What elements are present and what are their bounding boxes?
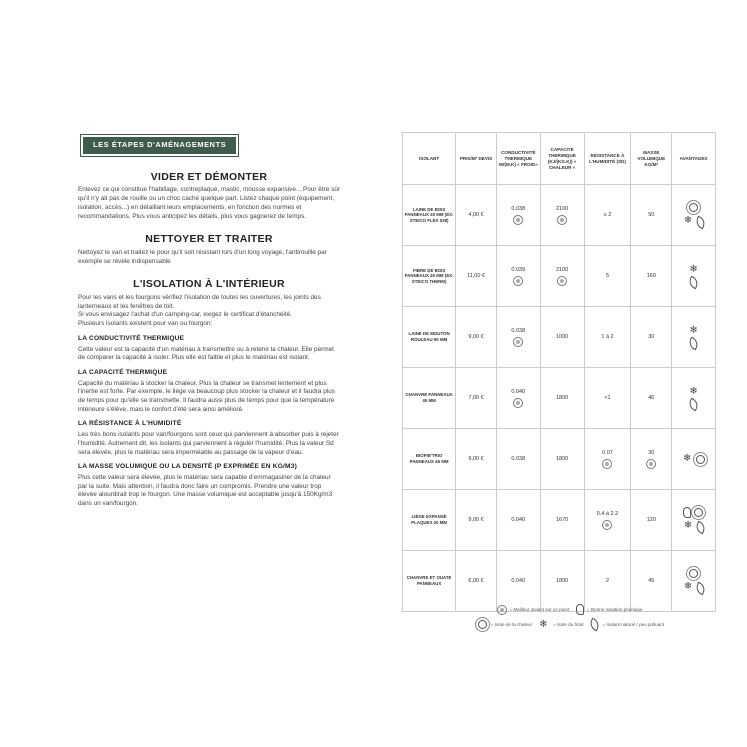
- legend-cold-label: = Isole du froid: [553, 622, 584, 627]
- sun-icon: [694, 508, 703, 517]
- sun-icon: [689, 203, 698, 212]
- cell-cap: [540, 185, 584, 246]
- table-header-row: [403, 133, 716, 185]
- cell-name: LIÈGE EXPANSÉ PLAQUES 20 MM: [403, 490, 456, 551]
- legend-phonic-label: = Bonne isolation phonique: [587, 607, 643, 612]
- cell-cap: 1800: [540, 551, 584, 612]
- medal-icon: [513, 337, 523, 347]
- header-isolant: ISOLANT: [403, 133, 456, 185]
- table-legend: [440, 603, 700, 633]
- heading-resistance: LA RÉSISTANCE À L'HUMIDITÉ: [78, 420, 182, 428]
- header-masse: MASSE VOLUMIQUE KG/M³: [631, 133, 672, 185]
- legend-natural-label: = Isolant naturel / peu polluant: [602, 622, 665, 627]
- cell-res: ≤ 2: [584, 185, 631, 246]
- leaf-icon: [694, 520, 706, 533]
- section-banner: [80, 134, 239, 157]
- insulation-table: [402, 132, 716, 612]
- cell-price: 7,00 €: [456, 368, 497, 429]
- ear-icon: [683, 507, 691, 518]
- cell-res-value: 0.07: [602, 449, 613, 456]
- left-column: [78, 134, 340, 509]
- cell-mass: [631, 429, 672, 490]
- cell-cond: [496, 368, 540, 429]
- cell-mass: 30: [631, 307, 672, 368]
- cell-res: 5: [584, 246, 631, 307]
- leaf-icon: [694, 215, 706, 228]
- heading-conductivite: LA CONDUCTIVITÉ THERMIQUE: [78, 334, 185, 342]
- cell-cond-value: 0.040: [511, 388, 526, 395]
- medal-icon: [513, 215, 523, 225]
- cell-cond-value: 0.038: [511, 205, 526, 212]
- text-isolation-1: Pour les vans et les fourgons vérifiez l'isolation de toutes les ouvertures, les joints des lanterneaux et les fenêtres de toit.: [78, 294, 321, 310]
- header-avantages: AVANTAGES: [672, 133, 716, 185]
- snowflake-icon: ❄: [683, 520, 693, 532]
- text-isolation-3: Plusieurs isolants existent pour van ou fourgon:: [78, 320, 213, 328]
- cell-res: 1 à 2: [584, 307, 631, 368]
- cell-res: <1: [584, 368, 631, 429]
- medal-icon: [557, 215, 567, 225]
- cell-name: CHANVRE ET OUATE PANNEAUX: [403, 551, 456, 612]
- sun-icon: [478, 620, 487, 629]
- legend-row-bottom: [440, 618, 700, 631]
- snowflake-icon: ❄: [683, 581, 693, 593]
- cell-cap-value: 2100: [555, 266, 569, 273]
- cell-cond: 0.038: [496, 429, 540, 490]
- cell-cond: [496, 307, 540, 368]
- text-nettoyer: Nettoyez le van et traitez le pour qu'il soit résistant lors d'un long voyage, l'antirouille par exemple se révèle indispensable: [78, 248, 327, 265]
- legend-phonic: [575, 603, 643, 616]
- snowflake-icon: ❄: [539, 619, 548, 630]
- cell-mass: 160: [631, 246, 672, 307]
- cell-cond: [496, 185, 540, 246]
- medal-icon: [602, 520, 612, 530]
- legend-cold: [538, 618, 583, 631]
- cell-advantages: [672, 185, 716, 246]
- legend-heat: [476, 618, 532, 631]
- cell-res: [584, 490, 631, 551]
- leaf-icon: [687, 276, 699, 289]
- banner-title: LES ÉTAPES D'AMÉNAGEMENTS: [83, 137, 236, 154]
- cell-cap: 1800: [540, 429, 584, 490]
- cell-price: 11,00 €: [456, 246, 497, 307]
- cell-price: 9,00 €: [456, 429, 497, 490]
- ear-icon: [576, 604, 584, 615]
- heading-capacite: LA CAPACITÉ THERMIQUE: [78, 368, 168, 376]
- medal-icon: [557, 276, 567, 286]
- snowflake-icon: ❄: [689, 386, 698, 397]
- text-resistance: Les très bons isolants pour van/fourgons sont ceux qui parviennent à absorber puis à rejeter l'humidité. Autrement dit, les isolants qui parviennent à réguler l'humidité. Plus la valeur Sd sera élevée, plus le matériau sera imperméable au passage de la vapeur d'eau.: [78, 431, 339, 456]
- leaf-icon: [687, 337, 699, 350]
- cell-cap: 1670: [540, 490, 584, 551]
- section-title-nettoyer: NETTOYER ET TRAITER: [145, 233, 273, 246]
- section-title-isolation: L'ISOLATION À L'INTÉRIEUR: [133, 278, 285, 291]
- leaf-icon: [687, 398, 699, 411]
- medal-icon: [497, 605, 507, 615]
- cell-cond-value: 0.038: [511, 327, 526, 334]
- table-row: [403, 429, 716, 490]
- text-isolation-2: Si vous envisagez l'achat d'un camping-car, exigez le certificat d'étanchéité.: [78, 311, 292, 319]
- sun-icon: [689, 569, 698, 578]
- cell-price: 4,00 €: [456, 185, 497, 246]
- cell-res: 2: [584, 551, 631, 612]
- header-prix: PRIX/M² DEVIS: [456, 133, 497, 185]
- cell-mass: 40: [631, 368, 672, 429]
- cell-res: [584, 429, 631, 490]
- medal-icon: [646, 459, 656, 469]
- table-row: [403, 307, 716, 368]
- cell-cap: [540, 246, 584, 307]
- cell-advantages: [672, 246, 716, 307]
- text-masse: Plus cette valeur sera élevée, plus le matériau sera capable d'emmagasiner de la chaleur par la suite. Mais attention, il faudra donc faire un compromis. Prendre une valeur trop élevée alourdirait trop le fourgon. Une masse volumique est acceptable jusqu'à 150Kg/m3 dans un van/fourgon.: [78, 473, 333, 508]
- snowflake-icon: ❄: [689, 325, 698, 336]
- cell-name: BIOFIB'TRIO PANNEAUX 45 MM: [403, 429, 456, 490]
- cell-price: 9,00 €: [456, 307, 497, 368]
- cell-cond: [496, 246, 540, 307]
- cell-price: 9,00 €: [456, 490, 497, 551]
- heading-masse: LA MASSE VOLUMIQUE OU LA DENSITÉ (P EXPRIMÉE EN KG/M3): [78, 463, 298, 471]
- text-conductivite: Cette valeur est la capacité d'un matériau à transmettre ou à retenir la chaleur. Elle permet de comparer la capacité à isoler. Plus elle est faible et plus le matériau est isolant.: [78, 345, 334, 362]
- cell-cond: 0.040: [496, 490, 540, 551]
- header-conductivite: CONDUCTIVITÉ THERMIQUE W/(M.K) « FROID»: [496, 133, 540, 185]
- cell-cap: 1800: [540, 368, 584, 429]
- cell-price: 6,00 €: [456, 551, 497, 612]
- cell-mass: 50: [631, 185, 672, 246]
- cell-mass: 120: [631, 490, 672, 551]
- cell-advantages: [672, 307, 716, 368]
- insulation-table-wrap: [402, 132, 716, 612]
- cell-name: LAINE DE MOUTON ROULEAU 50 MM: [403, 307, 456, 368]
- medal-icon: [513, 276, 523, 286]
- cell-res-value: 0.4 à 2.2: [596, 510, 619, 517]
- leaf-icon: [589, 618, 601, 631]
- legend-row-top: [440, 603, 700, 616]
- cell-cap: 1000: [540, 307, 584, 368]
- cell-name: LAINE DE BOIS PANNEAUX 40 MM (EX: STEICO FLEX 038): [403, 185, 456, 246]
- table-row: [403, 490, 716, 551]
- text-capacite: Capacité du matériau à stocker la chaleur. Plus la chaleur se transmet lentement et plus l'inertie est forte. Par exemple, le liège va beaucoup plus stocker la chaleur et il faudra plus de temps pour qu'elle se transmette. Il faudra aussi plus de temps pour que la température intérieure s'élève, mais le confort d'été sera ainsi amélioré.: [78, 379, 335, 413]
- snowflake-icon: ❄: [689, 264, 698, 275]
- cell-advantages: [672, 429, 716, 490]
- header-resistance: RÉSISTANCE À L'HUMIDITÉ (SD): [584, 133, 631, 185]
- table-row: [403, 246, 716, 307]
- header-capacite: CAPACITÉ THERMIQUE (KJ/(KG.K)) « CHALEUR »: [540, 133, 584, 185]
- cell-name: FIBRE DE BOIS PANNEAUX 40 MM (EX: STEICO THERM): [403, 246, 456, 307]
- cell-cond-value: 0.039: [511, 266, 526, 273]
- cell-cap-value: 2100: [555, 205, 569, 212]
- section-title-vider: VIDER ET DÉMONTER: [150, 170, 268, 183]
- cell-mass: 45: [631, 551, 672, 612]
- sun-icon: [696, 455, 705, 464]
- medal-icon: [602, 459, 612, 469]
- cell-cond: 0.040: [496, 551, 540, 612]
- legend-best: [497, 605, 569, 615]
- cell-advantages: [672, 490, 716, 551]
- cell-mass-value: 30: [648, 449, 655, 456]
- medal-icon: [513, 398, 523, 408]
- legend-natural: [589, 618, 664, 631]
- table-row: [403, 185, 716, 246]
- snowflake-icon: ❄: [682, 452, 692, 464]
- text-vider: Enlevez ce qui constitue l'habillage, contreplaqué, mastic, mousse expansive... Pour être sûr qu'il n'y ait pas de rouille ou un choc caché quelque part. Listez chaque point (équipement, isolation, accès...) en détaillant leurs emplacements, en fonction des normes et recommandations. Plus vous anticipez les détails, plus vous gagnerez de temps.: [78, 186, 340, 220]
- cell-advantages: [672, 368, 716, 429]
- leaf-icon: [694, 581, 706, 594]
- table-row: [403, 368, 716, 429]
- snowflake-icon: ❄: [683, 215, 693, 227]
- legend-best-label: = Meilleur isolant sur ce point: [509, 607, 570, 612]
- cell-name: CHANVRE PANNEAUX 45 MM: [403, 368, 456, 429]
- legend-heat-label: = Isole de la chaleur: [490, 622, 533, 627]
